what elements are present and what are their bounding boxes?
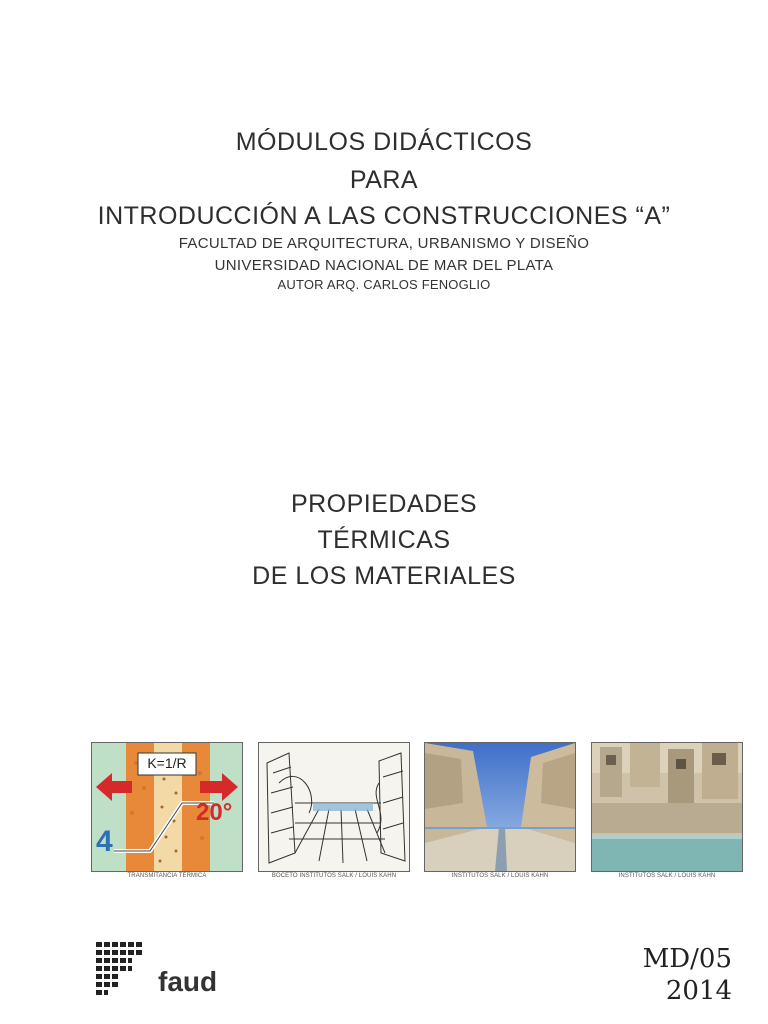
author-name: AUTOR ARQ. CARLOS FENOGLIO <box>277 277 491 292</box>
title-line-2: PARA <box>349 166 419 194</box>
faud-logo-mark-icon <box>96 942 152 998</box>
title-line-3: INTRODUCCIÓN A LAS CONSTRUCCIONES “A” <box>97 202 671 230</box>
caption-sketch: BOCETO INSTITUTOS SALK / LOUIS KAHN <box>271 873 397 879</box>
university-name: UNIVERSIDAD NACIONAL DE MAR DEL PLATA <box>214 257 554 274</box>
faculty-name: FACULTAD DE ARQUITECTURA, URBANISMO Y DISEÑO <box>178 235 590 252</box>
topic-line-2: TÉRMICAS <box>317 526 451 554</box>
formula-label: K=1/R <box>147 755 187 771</box>
module-year: 2014 <box>665 976 732 1006</box>
caption-courtyard: INSTITUTOS SALK / LOUIS KAHN <box>451 873 549 879</box>
outside-temperature: 4 <box>96 825 113 858</box>
salk-courtyard-photo <box>424 742 576 872</box>
salk-sketch-image <box>258 742 410 872</box>
title-line-1: MÓDULOS DIDÁCTICOS <box>235 128 533 156</box>
module-code: MD/05 <box>642 944 732 974</box>
inside-temperature: 20° <box>196 799 233 826</box>
salk-fountain-photo <box>591 742 743 872</box>
transmittance-diagram <box>91 742 243 872</box>
caption-transmittance: TRANSMITANCIA TÉRMICA <box>127 873 207 879</box>
topic-line-3: DE LOS MATERIALES <box>252 562 516 590</box>
topic-line-1: PROPIEDADES <box>290 490 478 518</box>
faud-logo-text: faud <box>158 966 218 997</box>
caption-fountain: INSTITUTOS SALK / LOUIS KAHN <box>618 873 716 879</box>
faud-logo <box>96 942 152 998</box>
